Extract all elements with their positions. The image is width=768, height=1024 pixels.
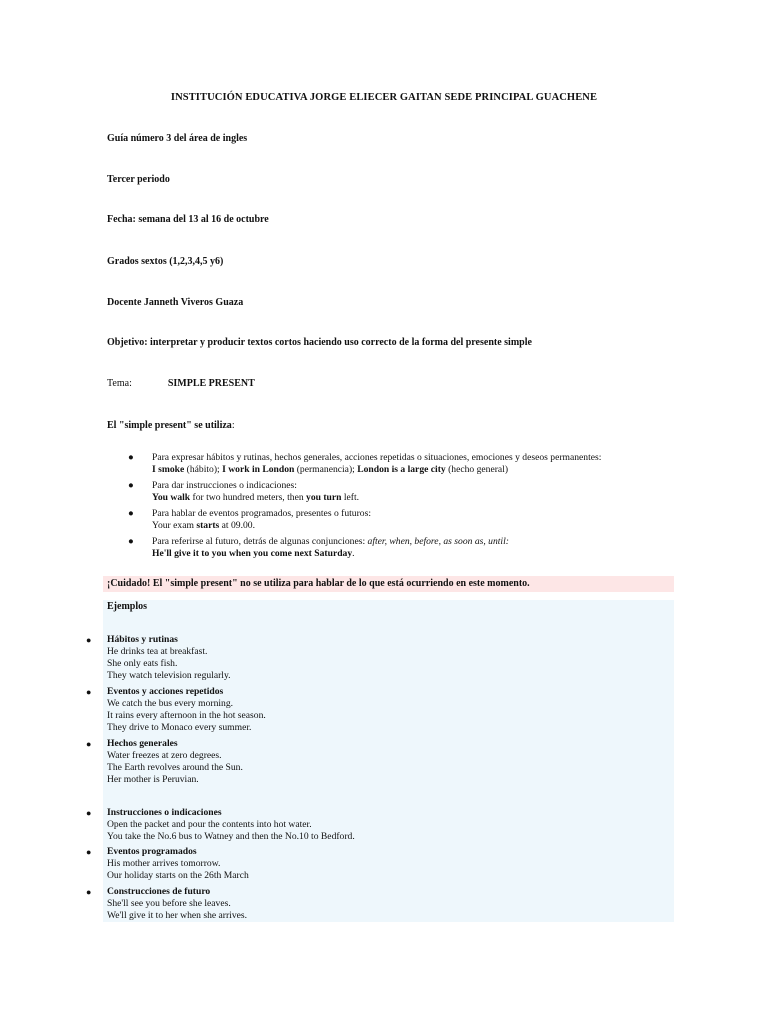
use-item-text: Para expresar hábitos y rutinas, hechos generales, acciones repetidas o situaciones, emociones y deseos permanentes:: [152, 452, 602, 463]
use-item-text: Para hablar de eventos programados, presentes o futuros:: [152, 508, 371, 519]
example-line: Our holiday starts on the 26th March: [107, 870, 249, 881]
period: Tercer periodo: [107, 174, 170, 185]
uses-list: [128, 452, 648, 567]
bullet-icon: ●: [86, 687, 92, 697]
use-item-example: [152, 548, 355, 560]
example-group: [107, 738, 243, 786]
use-item-text: Para dar instrucciones o indicaciones:: [152, 480, 297, 491]
bullet-icon: ●: [86, 887, 92, 897]
example-group: [107, 634, 231, 682]
grades: Grados sextos (1,2,3,4,5 y6): [107, 256, 224, 267]
example-heading: Instrucciones o indicaciones: [107, 807, 222, 818]
objective-label: Objetivo:: [107, 337, 148, 348]
bullet-icon: ●: [128, 480, 134, 491]
example-text: at 09.00.: [219, 520, 255, 531]
date-line: [107, 214, 269, 225]
example-line: She only eats fish.: [107, 658, 178, 669]
example-heading: Hechos generales: [107, 738, 178, 749]
topic: [107, 378, 255, 389]
bullet-icon: ●: [128, 452, 134, 463]
example-line: We catch the bus every morning.: [107, 698, 234, 709]
example-line: He drinks tea at breakfast.: [107, 646, 208, 657]
example-bold: I work in London: [222, 464, 295, 475]
bullet-icon: ●: [86, 847, 92, 857]
example-text: (permanencia);: [294, 464, 358, 475]
example-line: She'll see you before she leaves.: [107, 898, 231, 909]
use-item-text: [152, 536, 509, 548]
use-item-example: [152, 464, 508, 476]
objective-text: interpretar y producir textos cortos haciendo uso correcto de la forma del presente simple: [147, 337, 532, 348]
example-group: [107, 886, 247, 922]
bullet-icon: ●: [86, 739, 92, 749]
example-group: [107, 686, 266, 734]
example-text: Your exam: [152, 520, 197, 531]
example-bold: starts: [196, 520, 220, 531]
example-heading: Hábitos y rutinas: [107, 634, 178, 645]
example-line: The Earth revolves around the Sun.: [107, 762, 243, 773]
guide-number: Guía número 3 del área de ingles: [107, 133, 248, 144]
document-title: INSTITUCIÓN EDUCATIVA JORGE ELIECER GAITAN SEDE PRINCIPAL GUACHENE: [170, 92, 598, 103]
use-item-plain: Para referirse al futuro, detrás de algunas conjunciones:: [152, 536, 368, 547]
objective: [107, 337, 532, 348]
bullet-icon: ●: [86, 635, 92, 645]
example-text: left.: [341, 492, 360, 503]
use-item-example: [152, 492, 359, 504]
bullet-icon: ●: [86, 808, 92, 818]
example-text: .: [352, 548, 355, 559]
example-heading: Eventos y acciones repetidos: [107, 686, 224, 697]
example-heading: Construcciones de futuro: [107, 886, 211, 897]
examples-title: Ejemplos: [107, 601, 147, 612]
example-group: [107, 846, 249, 882]
example-bold: He'll give it to you when you come next Saturday: [152, 548, 353, 559]
example-line: It rains every afternoon in the hot season.: [107, 710, 266, 721]
example-line: Open the packet and pour the contents into hot water.: [107, 819, 312, 830]
example-text: for two hundred meters, then: [190, 492, 307, 503]
uses-intro-bold: El "simple present" se utiliza: [107, 420, 232, 431]
uses-intro: [107, 420, 235, 431]
example-bold: you turn: [306, 492, 342, 503]
example-line: His mother arrives tomorrow.: [107, 858, 221, 869]
example-line: They watch television regularly.: [107, 670, 231, 681]
example-line: We'll give it to her when she arrives.: [107, 910, 248, 921]
warning-note: ¡Cuidado! El "simple present" no se utiliza para hablar de lo que está ocurriendo en este momento.: [103, 576, 674, 592]
example-line: You take the No.6 bus to Watney and then the No.10 to Bedford.: [107, 831, 355, 842]
example-text: (hábito);: [184, 464, 223, 475]
use-item-italic: after, when, before, as soon as, until:: [367, 536, 509, 547]
example-bold: I smoke: [152, 464, 185, 475]
use-item-example: [152, 520, 255, 532]
example-bold: You walk: [152, 492, 191, 503]
bullet-icon: ●: [128, 536, 134, 547]
example-line: Her mother is Peruvian.: [107, 774, 199, 785]
example-heading: Eventos programados: [107, 846, 197, 857]
example-line: Water freezes at zero degrees.: [107, 750, 222, 761]
uses-intro-colon: :: [231, 420, 235, 431]
date-text: Fecha: semana del 13 al 16 de octubre: [107, 214, 269, 225]
example-bold: London is a large city: [357, 464, 446, 475]
teacher: Docente Janneth Viveros Guaza: [107, 297, 244, 308]
topic-label: Tema:: [107, 378, 132, 389]
example-text: (hecho general): [445, 464, 509, 475]
topic-value: SIMPLE PRESENT: [167, 378, 255, 389]
example-line: They drive to Monaco every summer.: [107, 722, 252, 733]
bullet-icon: ●: [128, 508, 134, 519]
example-group: [107, 807, 355, 843]
